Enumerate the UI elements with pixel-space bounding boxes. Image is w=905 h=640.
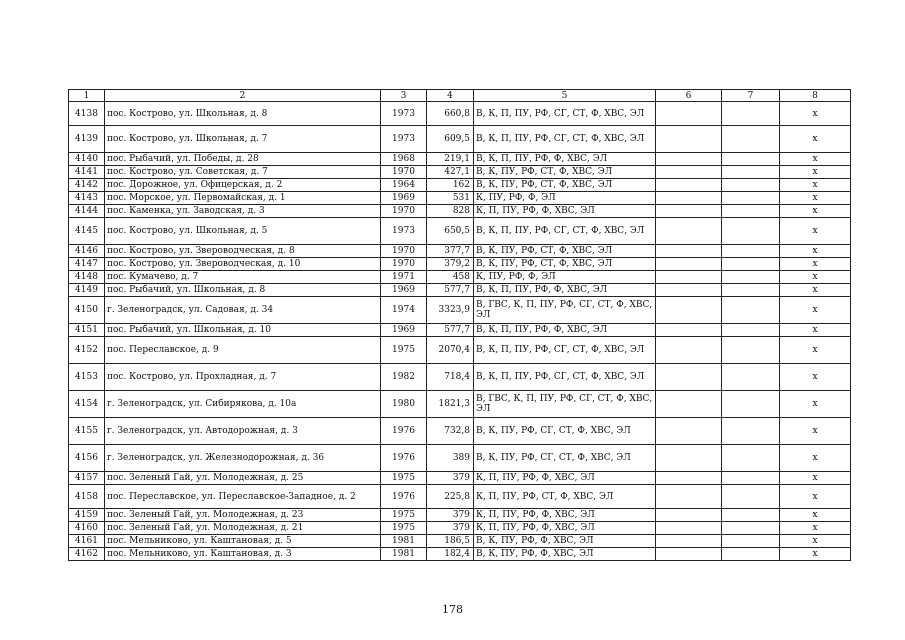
cell-c7 xyxy=(722,522,780,535)
cell-year: 1982 xyxy=(381,364,427,391)
cell-year: 1975 xyxy=(381,337,427,364)
cell-c7 xyxy=(722,418,780,445)
cell-c7 xyxy=(722,153,780,166)
cell-c7 xyxy=(722,166,780,179)
cell-n: 4156 xyxy=(69,445,105,472)
table-row xyxy=(69,126,851,153)
cell-area: 577,7 xyxy=(427,324,474,337)
cell-address: г. Зеленоградск, ул. Сибирякова, д. 10а xyxy=(105,391,381,418)
cell-year: 1968 xyxy=(381,153,427,166)
cell-area: 427,1 xyxy=(427,166,474,179)
cell-c7 xyxy=(722,485,780,509)
cell-c8: x xyxy=(780,284,851,297)
cell-year: 1969 xyxy=(381,192,427,205)
housing-table xyxy=(68,89,851,561)
table-row xyxy=(69,391,851,418)
cell-n: 4145 xyxy=(69,218,105,245)
cell-c6 xyxy=(656,153,722,166)
cell-c6 xyxy=(656,245,722,258)
cell-year: 1973 xyxy=(381,218,427,245)
cell-area: 531 xyxy=(427,192,474,205)
table-row xyxy=(69,179,851,192)
cell-c6 xyxy=(656,364,722,391)
cell-area: 389 xyxy=(427,445,474,472)
cell-year: 1976 xyxy=(381,418,427,445)
cell-services: В, К, П, ПУ, РФ, Ф, ХВС, ЭЛ xyxy=(474,153,656,166)
cell-c8: x xyxy=(780,153,851,166)
table-row xyxy=(69,284,851,297)
cell-area: 609,5 xyxy=(427,126,474,153)
cell-area: 3323,9 xyxy=(427,297,474,324)
cell-year: 1964 xyxy=(381,179,427,192)
cell-c7 xyxy=(722,192,780,205)
cell-area: 660,8 xyxy=(427,102,474,126)
cell-services: В, К, ПУ, РФ, СТ, Ф, ХВС, ЭЛ xyxy=(474,166,656,179)
cell-services: В, К, П, ПУ, РФ, Ф, ХВС, ЭЛ xyxy=(474,284,656,297)
cell-services: В, К, П, ПУ, РФ, СГ, СТ, Ф, ХВС, ЭЛ xyxy=(474,102,656,126)
cell-n: 4157 xyxy=(69,472,105,485)
cell-c8: x xyxy=(780,535,851,548)
cell-c8: x xyxy=(780,445,851,472)
column-header: 7 xyxy=(722,90,780,102)
cell-c7 xyxy=(722,445,780,472)
cell-c6 xyxy=(656,205,722,218)
cell-address: г. Зеленоградск, ул. Садовая, д. 34 xyxy=(105,297,381,324)
cell-address: пос. Кострово, ул. Школьная, д. 8 xyxy=(105,102,381,126)
cell-area: 225,8 xyxy=(427,485,474,509)
cell-services: В, К, П, ПУ, РФ, СГ, СТ, Ф, ХВС, ЭЛ xyxy=(474,218,656,245)
table-row xyxy=(69,218,851,245)
column-header: 5 xyxy=(474,90,656,102)
cell-c8: x xyxy=(780,245,851,258)
cell-address: пос. Кострово, ул. Школьная, д. 5 xyxy=(105,218,381,245)
cell-area: 379 xyxy=(427,472,474,485)
cell-n: 4152 xyxy=(69,337,105,364)
cell-address: пос. Мельниково, ул. Каштановая, д. 3 xyxy=(105,548,381,561)
cell-address: пос. Дорожное, ул. Офицерская, д. 2 xyxy=(105,179,381,192)
cell-year: 1981 xyxy=(381,548,427,561)
cell-services: В, ГВС, К, П, ПУ, РФ, СГ, СТ, Ф, ХВС, ЭЛ xyxy=(474,297,656,324)
cell-c7 xyxy=(722,535,780,548)
cell-c7 xyxy=(722,284,780,297)
table-row xyxy=(69,522,851,535)
table-row xyxy=(69,472,851,485)
cell-n: 4160 xyxy=(69,522,105,535)
cell-address: пос. Зеленый Гай, ул. Молодежная, д. 25 xyxy=(105,472,381,485)
cell-c6 xyxy=(656,297,722,324)
column-header: 2 xyxy=(105,90,381,102)
cell-c7 xyxy=(722,218,780,245)
cell-c6 xyxy=(656,166,722,179)
cell-services: В, К, ПУ, РФ, СТ, Ф, ХВС, ЭЛ xyxy=(474,245,656,258)
cell-c6 xyxy=(656,324,722,337)
cell-year: 1969 xyxy=(381,284,427,297)
cell-area: 2070,4 xyxy=(427,337,474,364)
cell-c7 xyxy=(722,391,780,418)
cell-c6 xyxy=(656,337,722,364)
cell-c8: x xyxy=(780,179,851,192)
cell-c7 xyxy=(722,509,780,522)
cell-c8: x xyxy=(780,522,851,535)
cell-c7 xyxy=(722,271,780,284)
cell-c7 xyxy=(722,258,780,271)
cell-n: 4143 xyxy=(69,192,105,205)
cell-c8: x xyxy=(780,297,851,324)
cell-services: К, П, ПУ, РФ, Ф, ХВС, ЭЛ xyxy=(474,509,656,522)
cell-c6 xyxy=(656,418,722,445)
cell-area: 186,5 xyxy=(427,535,474,548)
cell-address: пос. Кострово, ул. Прохладная, д. 7 xyxy=(105,364,381,391)
cell-c6 xyxy=(656,445,722,472)
cell-services: В, К, П, ПУ, РФ, СГ, СТ, Ф, ХВС, ЭЛ xyxy=(474,337,656,364)
cell-address: г. Зеленоградск, ул. Железнодорожная, д. 36 xyxy=(105,445,381,472)
cell-services: В, К, ПУ, РФ, СГ, СТ, Ф, ХВС, ЭЛ xyxy=(474,418,656,445)
cell-year: 1971 xyxy=(381,271,427,284)
cell-services: В, К, ПУ, РФ, СГ, СТ, Ф, ХВС, ЭЛ xyxy=(474,445,656,472)
cell-c6 xyxy=(656,284,722,297)
cell-c6 xyxy=(656,102,722,126)
cell-c7 xyxy=(722,179,780,192)
cell-n: 4144 xyxy=(69,205,105,218)
cell-c7 xyxy=(722,297,780,324)
cell-c7 xyxy=(722,364,780,391)
cell-c8: x xyxy=(780,218,851,245)
cell-c8: x xyxy=(780,364,851,391)
cell-n: 4154 xyxy=(69,391,105,418)
cell-c6 xyxy=(656,535,722,548)
table-row xyxy=(69,166,851,179)
cell-services: К, П, ПУ, РФ, Ф, ХВС, ЭЛ xyxy=(474,205,656,218)
cell-services: В, К, П, ПУ, РФ, СГ, СТ, Ф, ХВС, ЭЛ xyxy=(474,126,656,153)
cell-year: 1973 xyxy=(381,102,427,126)
cell-c7 xyxy=(722,102,780,126)
cell-year: 1975 xyxy=(381,472,427,485)
cell-address: пос. Переславское, д. 9 xyxy=(105,337,381,364)
table-row xyxy=(69,192,851,205)
cell-services: В, К, ПУ, РФ, Ф, ХВС, ЭЛ xyxy=(474,535,656,548)
cell-c8: x xyxy=(780,102,851,126)
cell-c6 xyxy=(656,548,722,561)
cell-n: 4162 xyxy=(69,548,105,561)
column-header: 3 xyxy=(381,90,427,102)
cell-year: 1980 xyxy=(381,391,427,418)
cell-area: 828 xyxy=(427,205,474,218)
table-row xyxy=(69,245,851,258)
table-row xyxy=(69,271,851,284)
cell-c8: x xyxy=(780,391,851,418)
cell-c8: x xyxy=(780,166,851,179)
cell-area: 379 xyxy=(427,509,474,522)
column-header: 4 xyxy=(427,90,474,102)
cell-c7 xyxy=(722,205,780,218)
cell-services: В, К, ПУ, РФ, Ф, ХВС, ЭЛ xyxy=(474,548,656,561)
cell-c6 xyxy=(656,258,722,271)
cell-area: 377,7 xyxy=(427,245,474,258)
cell-address: пос. Мельниково, ул. Каштановая, д. 5 xyxy=(105,535,381,548)
cell-c6 xyxy=(656,472,722,485)
cell-n: 4146 xyxy=(69,245,105,258)
cell-area: 219,1 xyxy=(427,153,474,166)
table-row xyxy=(69,418,851,445)
cell-address: пос. Зеленый Гай, ул. Молодежная, д. 23 xyxy=(105,509,381,522)
cell-year: 1970 xyxy=(381,258,427,271)
cell-year: 1970 xyxy=(381,166,427,179)
table-row xyxy=(69,485,851,509)
cell-n: 4161 xyxy=(69,535,105,548)
cell-address: пос. Кострово, ул. Советская, д. 7 xyxy=(105,166,381,179)
cell-c8: x xyxy=(780,472,851,485)
cell-year: 1970 xyxy=(381,245,427,258)
table-row xyxy=(69,205,851,218)
cell-address: пос. Морское, ул. Первомайская, д. 1 xyxy=(105,192,381,205)
cell-area: 718,4 xyxy=(427,364,474,391)
cell-n: 4141 xyxy=(69,166,105,179)
cell-c8: x xyxy=(780,126,851,153)
cell-address: пос. Рыбачий, ул. Победы, д. 28 xyxy=(105,153,381,166)
cell-n: 4153 xyxy=(69,364,105,391)
cell-services: В, ГВС, К, П, ПУ, РФ, СГ, СТ, Ф, ХВС, ЭЛ xyxy=(474,391,656,418)
cell-area: 458 xyxy=(427,271,474,284)
cell-c7 xyxy=(722,548,780,561)
cell-services: В, К, П, ПУ, РФ, Ф, ХВС, ЭЛ xyxy=(474,324,656,337)
column-header: 1 xyxy=(69,90,105,102)
table-row xyxy=(69,258,851,271)
cell-c6 xyxy=(656,126,722,153)
cell-address: пос. Каменка, ул. Заводская, д. 3 xyxy=(105,205,381,218)
cell-area: 379 xyxy=(427,522,474,535)
cell-n: 4151 xyxy=(69,324,105,337)
cell-year: 1975 xyxy=(381,509,427,522)
column-header: 8 xyxy=(780,90,851,102)
cell-address: пос. Переславское, ул. Переславское-Западное, д. 2 xyxy=(105,485,381,509)
cell-address: пос. Кострово, ул. Звероводческая, д. 8 xyxy=(105,245,381,258)
cell-services: В, К, ПУ, РФ, СТ, Ф, ХВС, ЭЛ xyxy=(474,179,656,192)
cell-c7 xyxy=(722,126,780,153)
cell-c6 xyxy=(656,509,722,522)
cell-c8: x xyxy=(780,324,851,337)
table-row xyxy=(69,548,851,561)
table-row xyxy=(69,153,851,166)
cell-c7 xyxy=(722,337,780,364)
cell-address: пос. Кострово, ул. Звероводческая, д. 10 xyxy=(105,258,381,271)
cell-n: 4140 xyxy=(69,153,105,166)
cell-address: пос. Зеленый Гай, ул. Молодежная, д. 21 xyxy=(105,522,381,535)
cell-n: 4147 xyxy=(69,258,105,271)
cell-n: 4142 xyxy=(69,179,105,192)
cell-c6 xyxy=(656,218,722,245)
cell-area: 182,4 xyxy=(427,548,474,561)
cell-year: 1974 xyxy=(381,297,427,324)
cell-n: 4138 xyxy=(69,102,105,126)
cell-services: В, К, П, ПУ, РФ, СГ, СТ, Ф, ХВС, ЭЛ xyxy=(474,364,656,391)
column-number-row xyxy=(69,90,851,102)
cell-year: 1969 xyxy=(381,324,427,337)
cell-c6 xyxy=(656,485,722,509)
cell-year: 1970 xyxy=(381,205,427,218)
cell-n: 4148 xyxy=(69,271,105,284)
cell-address: пос. Рыбачий, ул. Школьная, д. 8 xyxy=(105,284,381,297)
cell-c8: x xyxy=(780,205,851,218)
cell-c6 xyxy=(656,391,722,418)
cell-n: 4150 xyxy=(69,297,105,324)
table-row xyxy=(69,445,851,472)
cell-services: К, П, ПУ, РФ, Ф, ХВС, ЭЛ xyxy=(474,522,656,535)
cell-c8: x xyxy=(780,418,851,445)
cell-n: 4139 xyxy=(69,126,105,153)
cell-c8: x xyxy=(780,485,851,509)
cell-area: 379,2 xyxy=(427,258,474,271)
cell-area: 650,5 xyxy=(427,218,474,245)
cell-c8: x xyxy=(780,548,851,561)
cell-area: 732,8 xyxy=(427,418,474,445)
table-row xyxy=(69,102,851,126)
cell-year: 1975 xyxy=(381,522,427,535)
cell-area: 162 xyxy=(427,179,474,192)
cell-c8: x xyxy=(780,192,851,205)
table-row xyxy=(69,509,851,522)
cell-c7 xyxy=(722,472,780,485)
cell-n: 4159 xyxy=(69,509,105,522)
cell-c6 xyxy=(656,179,722,192)
cell-c7 xyxy=(722,324,780,337)
cell-c6 xyxy=(656,271,722,284)
cell-services: К, ПУ, РФ, Ф, ЭЛ xyxy=(474,271,656,284)
cell-c6 xyxy=(656,192,722,205)
table-row xyxy=(69,297,851,324)
cell-year: 1973 xyxy=(381,126,427,153)
table-row xyxy=(69,364,851,391)
cell-year: 1976 xyxy=(381,485,427,509)
cell-services: К, П, ПУ, РФ, Ф, ХВС, ЭЛ xyxy=(474,472,656,485)
cell-c8: x xyxy=(780,509,851,522)
cell-services: В, К, ПУ, РФ, СТ, Ф, ХВС, ЭЛ xyxy=(474,258,656,271)
table-row xyxy=(69,535,851,548)
cell-c8: x xyxy=(780,258,851,271)
cell-year: 1976 xyxy=(381,445,427,472)
cell-c8: x xyxy=(780,337,851,364)
cell-n: 4155 xyxy=(69,418,105,445)
column-header: 6 xyxy=(656,90,722,102)
cell-n: 4158 xyxy=(69,485,105,509)
cell-address: пос. Кострово, ул. Школьная, д. 7 xyxy=(105,126,381,153)
page-number: 178 xyxy=(442,603,463,616)
cell-address: г. Зеленоградск, ул. Автодорожная, д. 3 xyxy=(105,418,381,445)
table-row xyxy=(69,337,851,364)
cell-c8: x xyxy=(780,271,851,284)
cell-area: 1821,3 xyxy=(427,391,474,418)
cell-address: пос. Рыбачий, ул. Школьная, д. 10 xyxy=(105,324,381,337)
cell-c7 xyxy=(722,245,780,258)
cell-c6 xyxy=(656,522,722,535)
cell-services: К, П, ПУ, РФ, СТ, Ф, ХВС, ЭЛ xyxy=(474,485,656,509)
cell-area: 577,7 xyxy=(427,284,474,297)
cell-n: 4149 xyxy=(69,284,105,297)
cell-year: 1981 xyxy=(381,535,427,548)
cell-services: К, ПУ, РФ, Ф, ЭЛ xyxy=(474,192,656,205)
cell-address: пос. Кумачево, д. 7 xyxy=(105,271,381,284)
table-row xyxy=(69,324,851,337)
